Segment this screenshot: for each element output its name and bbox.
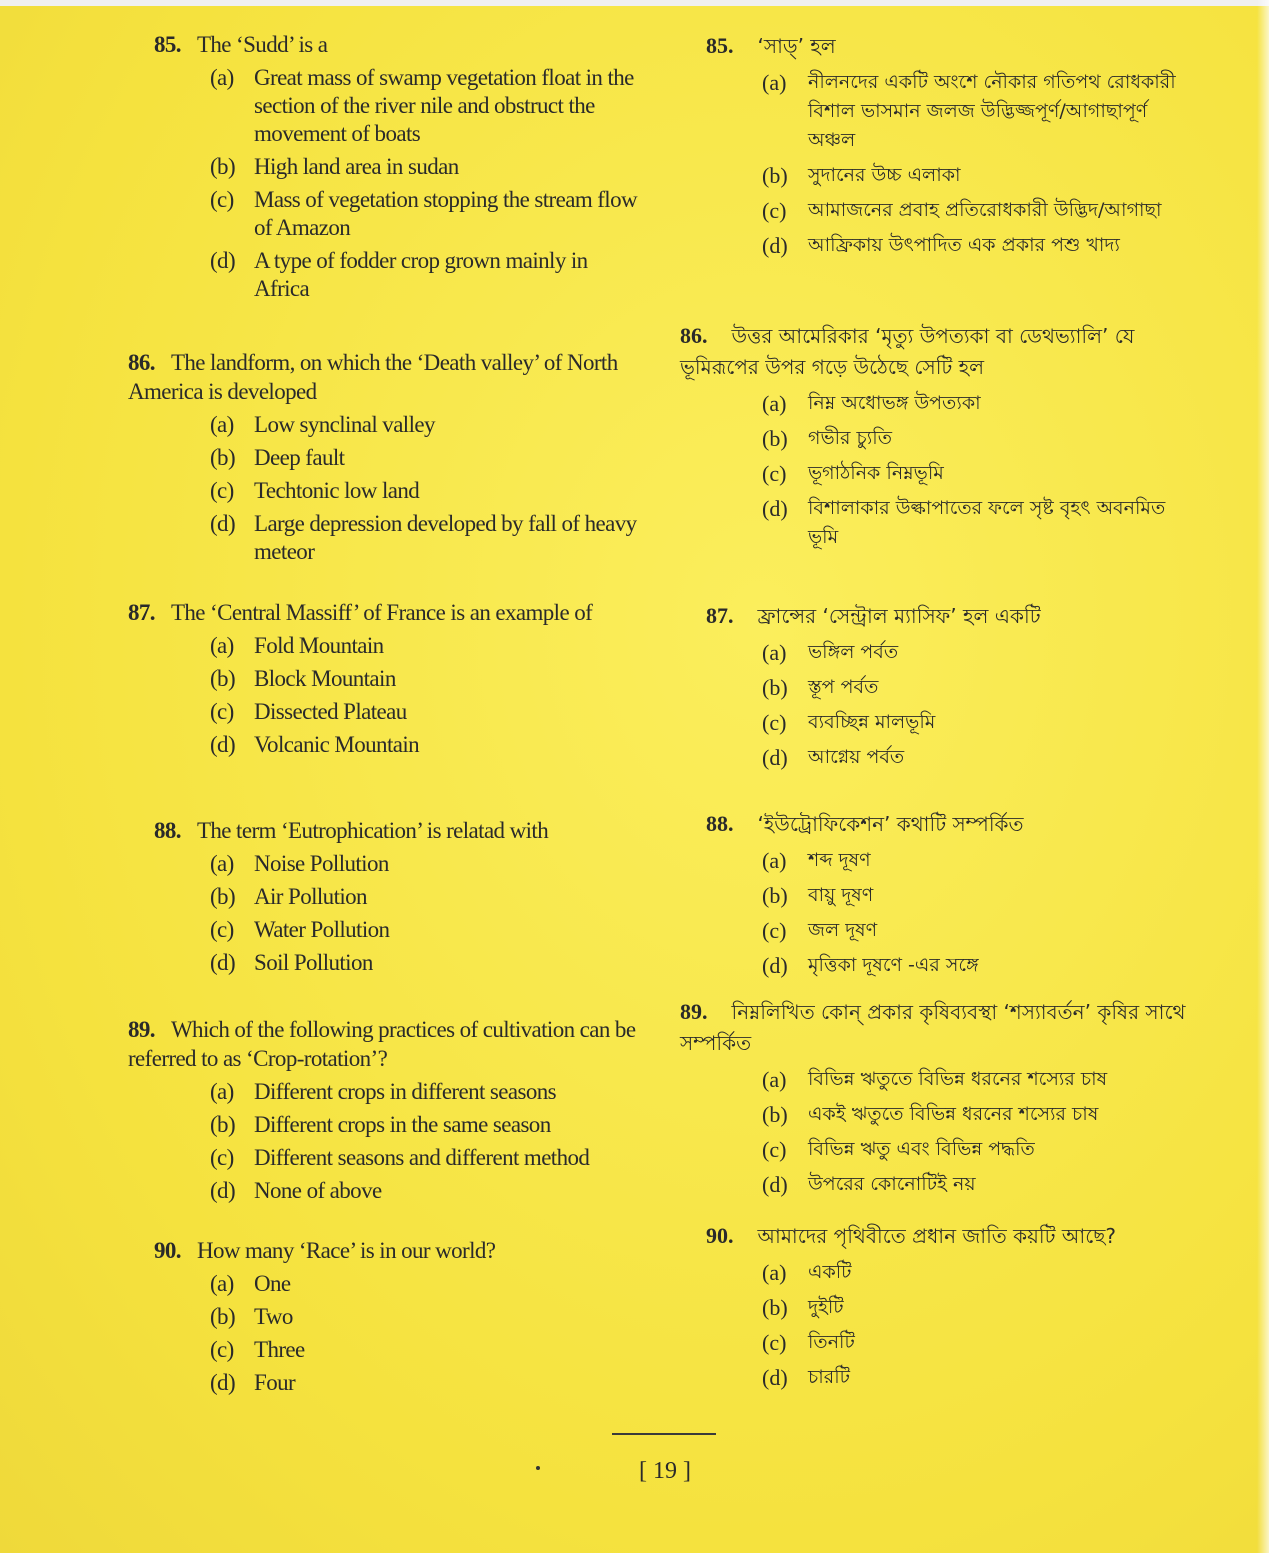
option-label: (b)	[210, 445, 236, 470]
option-label: (a)	[210, 1271, 234, 1296]
option-label: (c)	[210, 917, 234, 942]
options-list	[680, 389, 1200, 552]
option-a	[210, 1270, 640, 1298]
option-a	[762, 389, 1200, 418]
en-question-88	[128, 816, 640, 982]
option-d	[762, 1363, 1200, 1392]
option-text: Different crops in the same season	[254, 1112, 551, 1137]
question-number: 89.	[680, 999, 708, 1024]
option-label: (b)	[762, 426, 788, 451]
option-label: (a)	[762, 70, 787, 95]
option-label: (a)	[762, 848, 787, 873]
option-label: (d)	[210, 732, 236, 757]
option-b	[210, 665, 640, 693]
option-text: None of above	[254, 1178, 382, 1203]
en-question-90	[128, 1236, 640, 1402]
option-c	[210, 1336, 640, 1364]
option-text: Fold Mountain	[254, 633, 384, 658]
option-c	[210, 916, 640, 944]
option-c	[762, 196, 1200, 225]
option-label: (c)	[210, 187, 234, 212]
option-c	[762, 1135, 1200, 1164]
option-c	[210, 477, 640, 505]
scan-right-edge	[1257, 0, 1269, 1553]
option-text: Water Pollution	[254, 917, 390, 942]
option-d	[210, 510, 640, 566]
option-b	[762, 161, 1200, 190]
option-c	[762, 708, 1200, 737]
option-text: Dissected Plateau	[254, 699, 407, 724]
option-d	[762, 951, 1200, 980]
option-text: Air Pollution	[254, 884, 367, 909]
question-number: 85.	[706, 33, 734, 58]
option-d	[762, 494, 1200, 552]
options-list	[128, 850, 640, 977]
option-label: (b)	[210, 1304, 236, 1329]
option-a	[210, 64, 640, 148]
option-text: Large depression developed by fall of heavy meteor	[254, 511, 637, 564]
option-label: (b)	[210, 666, 236, 691]
option-label: (d)	[210, 511, 236, 536]
bn-question-90	[680, 1220, 1200, 1398]
option-text: বায়ু দূষণ	[808, 884, 874, 906]
option-text: Great mass of swamp vegetation float in the section of the river nile and obstruct the movement of boats	[254, 65, 634, 146]
question-stem	[680, 996, 1200, 1059]
option-label: (c)	[762, 1137, 787, 1162]
option-b	[210, 153, 640, 181]
option-c	[210, 186, 640, 242]
option-text: উপরের কোনোটিই নয়	[808, 1173, 976, 1195]
options-list	[128, 1270, 640, 1397]
option-d	[762, 231, 1200, 260]
option-label: (d)	[762, 1365, 788, 1390]
option-text: Techtonic low land	[254, 478, 420, 503]
option-d	[762, 1170, 1200, 1199]
option-c	[762, 1328, 1200, 1357]
question-stem	[128, 30, 640, 59]
en-question-86	[128, 348, 640, 571]
scan-top-edge	[0, 0, 1269, 6]
option-b	[210, 444, 640, 472]
options-list	[680, 1065, 1200, 1199]
option-b	[762, 1293, 1200, 1322]
option-text: বিভিন্ন ঋতু এবং বিভিন্ন পদ্ধতি	[808, 1138, 1035, 1160]
option-label: (d)	[210, 248, 236, 273]
option-b	[762, 1100, 1200, 1129]
question-text: The landform, on which the ‘Death valley’ of North America is developed	[128, 350, 618, 404]
question-text: ‘সাড্’ হল	[757, 34, 836, 58]
option-a	[762, 846, 1200, 875]
bn-question-89	[680, 996, 1200, 1205]
question-stem	[128, 598, 640, 627]
question-number: 87.	[706, 603, 734, 628]
option-text: ভূগাঠনিক নিম্নভূমি	[808, 462, 944, 484]
page-number: [ 19 ]	[639, 1458, 691, 1484]
option-a	[210, 632, 640, 660]
options-list	[128, 411, 640, 566]
option-label: (a)	[210, 633, 234, 658]
option-text: আফ্রিকায় উৎপাদিত এক প্রকার পশু খাদ্য	[808, 234, 1120, 256]
option-b	[762, 673, 1200, 702]
question-text: The term ‘Eutrophication’ is relatad with	[196, 818, 549, 843]
option-c	[210, 1144, 640, 1172]
option-text: সুদানের উচ্চ এলাকা	[808, 164, 961, 186]
option-c	[210, 698, 640, 726]
option-d	[210, 1177, 640, 1205]
question-stem	[680, 320, 1200, 383]
option-text: Volcanic Mountain	[254, 732, 420, 757]
en-question-85	[128, 30, 640, 308]
option-text: আমাজনের প্রবাহ প্রতিরোধকারী উদ্ভিদ/আগাছা	[808, 199, 1162, 221]
option-text: জল দূষণ	[808, 919, 878, 941]
question-number: 87.	[128, 600, 155, 625]
question-text: আমাদের পৃথিবীতে প্রধান জাতি কয়টি আছে?	[757, 1224, 1117, 1248]
option-label: (b)	[762, 163, 788, 188]
option-text: Different crops in different seasons	[254, 1079, 557, 1104]
option-text: গভীর চ্যুতি	[808, 427, 892, 449]
option-a	[210, 1078, 640, 1106]
question-number: 85.	[154, 32, 181, 57]
option-d	[210, 731, 640, 759]
option-label: (a)	[762, 640, 787, 665]
option-text: Soil Pollution	[254, 950, 373, 975]
option-b	[210, 883, 640, 911]
option-label: (d)	[762, 233, 788, 258]
option-text: স্তূপ পর্বত	[808, 676, 879, 698]
question-number: 90.	[706, 1223, 734, 1248]
option-label: (c)	[762, 1330, 787, 1355]
question-stem	[128, 816, 640, 845]
question-text: The ‘Central Massiff’ of France is an example of	[170, 600, 593, 625]
option-d	[210, 949, 640, 977]
question-stem	[680, 808, 1200, 840]
option-b	[210, 1111, 640, 1139]
option-text: চারটি	[808, 1366, 851, 1388]
question-text: The ‘Sudd’ is a	[196, 32, 328, 57]
question-number: 86.	[128, 350, 155, 375]
option-text: একটি	[808, 1261, 852, 1283]
option-text: ভঙ্গিল পর্বত	[808, 641, 899, 663]
option-text: One	[254, 1271, 291, 1296]
option-label: (d)	[762, 1172, 788, 1197]
option-c	[762, 916, 1200, 945]
option-label: (b)	[762, 1295, 788, 1320]
option-a	[762, 638, 1200, 667]
question-text: ফ্রান্সের ‘সেন্ট্রাল ম্যাসিফ’ হল একটি	[757, 604, 1041, 628]
option-label: (c)	[210, 699, 234, 724]
question-text: How many ‘Race’ is in our world?	[196, 1238, 496, 1263]
bn-question-88	[680, 808, 1200, 986]
options-list	[680, 846, 1200, 980]
option-label: (d)	[762, 745, 788, 770]
option-b	[762, 881, 1200, 910]
option-text: Low synclinal valley	[254, 412, 435, 437]
option-text: Mass of vegetation stopping the stream flow of Amazon	[254, 187, 638, 240]
options-list	[128, 64, 640, 303]
option-label: (a)	[762, 391, 787, 416]
options-list	[128, 632, 640, 759]
en-question-87	[128, 598, 640, 764]
question-text: নিম্নলিখিত কোন্ প্রকার কৃষিব্যবস্থা ‘শস্যাবর্তন’ কৃষির সাথে সম্পর্কিত	[680, 1000, 1186, 1055]
option-label: (a)	[210, 851, 234, 876]
option-label: (c)	[210, 1337, 234, 1362]
option-label: (b)	[762, 675, 788, 700]
option-label: (a)	[762, 1067, 787, 1092]
option-label: (b)	[210, 884, 236, 909]
option-text: তিনটি	[808, 1331, 855, 1353]
option-text: Noise Pollution	[254, 851, 389, 876]
option-label: (a)	[762, 1260, 787, 1285]
option-label: (a)	[210, 1079, 234, 1104]
question-stem	[680, 600, 1200, 632]
question-stem	[680, 30, 1200, 62]
option-label: (d)	[210, 1178, 236, 1203]
option-text: একই ঋতুতে বিভিন্ন ধরনের শস্যের চাষ	[808, 1103, 1099, 1125]
option-text: বিভিন্ন ঋতুতে বিভিন্ন ধরনের শস্যের চাষ	[808, 1068, 1108, 1090]
option-text: বিশালাকার উল্কাপাতের ফলে সৃষ্ট বৃহৎ অবনমিত ভূমি	[808, 497, 1166, 548]
option-text: Different seasons and different method	[254, 1145, 590, 1170]
options-list	[680, 1258, 1200, 1392]
option-label: (c)	[762, 710, 787, 735]
option-text: মৃত্তিকা দূষণে -এর সঙ্গে	[808, 954, 979, 976]
option-b	[762, 424, 1200, 453]
option-a	[762, 1258, 1200, 1287]
option-label: (c)	[210, 1145, 234, 1170]
option-c	[762, 459, 1200, 488]
options-list	[680, 638, 1200, 772]
footer-rule	[612, 1433, 716, 1435]
option-d	[210, 1369, 640, 1397]
option-label: (b)	[210, 154, 236, 179]
option-label: (d)	[210, 950, 236, 975]
question-number: 88.	[154, 818, 181, 843]
option-text: ব্যবচ্ছিন্ন মালভূমি	[808, 711, 936, 733]
options-list	[128, 1078, 640, 1205]
option-label: (b)	[762, 883, 788, 908]
option-label: (d)	[210, 1370, 236, 1395]
option-text: Four	[254, 1370, 296, 1395]
options-list	[680, 68, 1200, 260]
option-text: নীলনদের একটি অংশে নৌকার গতিপথ রোধকারী বিশাল ভাসমান জলজ উদ্ভিজ্জপূর্ণ/আগাছাপূর্ণ অঞ্চল	[808, 71, 1176, 151]
option-a	[762, 1065, 1200, 1094]
question-number: 90.	[154, 1238, 181, 1263]
question-number: 88.	[706, 811, 734, 836]
option-text: A type of fodder crop grown mainly in Africa	[254, 248, 588, 301]
option-a	[762, 68, 1200, 155]
bn-question-86	[680, 320, 1200, 558]
question-text: উত্তর আমেরিকার ‘মৃত্যু উপত্যকা বা ডেথভ্যালি’ যে ভূমিরূপের উপর গড়ে উঠেছে সেটি হল	[680, 324, 1135, 379]
bn-question-87	[680, 600, 1200, 778]
option-text: দুইটি	[808, 1296, 844, 1318]
option-label: (a)	[210, 412, 234, 437]
option-text: নিম্ন অধোভঙ্গ উপত্যকা	[808, 392, 981, 414]
option-label: (c)	[762, 461, 787, 486]
option-text: Deep fault	[254, 445, 345, 470]
question-number: 89.	[128, 1017, 155, 1042]
option-d	[762, 743, 1200, 772]
option-label: (a)	[210, 65, 234, 90]
option-text: High land area in sudan	[254, 154, 459, 179]
option-label: (c)	[210, 478, 234, 503]
option-text: Block Mountain	[254, 666, 396, 691]
bn-question-85	[680, 30, 1200, 266]
question-stem	[680, 1220, 1200, 1252]
option-label: (c)	[762, 918, 787, 943]
question-text: Which of the following practices of cultivation can be referred to as ‘Crop-rotation’?	[128, 1017, 636, 1071]
option-a	[210, 411, 640, 439]
option-d	[210, 247, 640, 303]
en-question-89	[128, 1015, 640, 1210]
question-stem	[128, 1236, 640, 1265]
option-label: (d)	[762, 953, 788, 978]
scan-speck	[536, 1466, 540, 1470]
option-label: (d)	[762, 496, 788, 521]
option-text: Three	[254, 1337, 305, 1362]
option-text: শব্দ দূষণ	[808, 849, 871, 871]
question-stem	[128, 348, 640, 406]
question-stem	[128, 1015, 640, 1073]
option-label: (b)	[210, 1112, 236, 1137]
option-text: আগ্নেয় পর্বত	[808, 746, 905, 768]
option-text: Two	[254, 1304, 293, 1329]
option-label: (c)	[762, 198, 787, 223]
option-label: (b)	[762, 1102, 788, 1127]
option-b	[210, 1303, 640, 1331]
option-a	[210, 850, 640, 878]
question-text: ‘ইউট্রোফিকেশন’ কথাটি সম্পর্কিত	[757, 812, 1024, 836]
question-number: 86.	[680, 323, 708, 348]
